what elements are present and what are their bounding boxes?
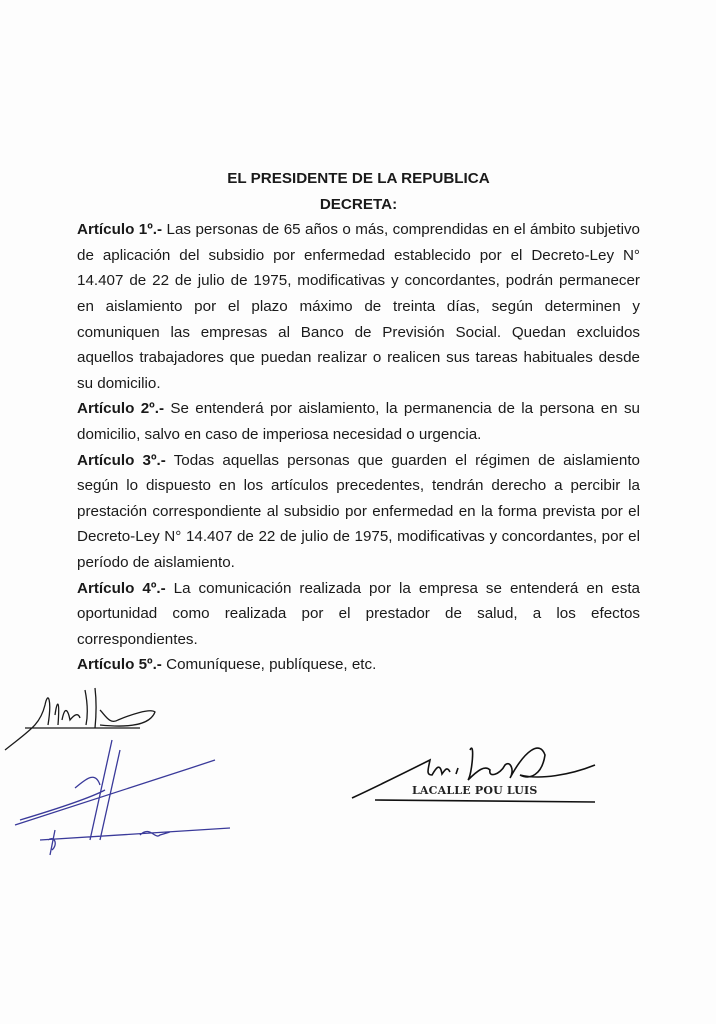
minister-signatures xyxy=(0,670,260,870)
article-3 xyxy=(77,448,640,576)
article-label: Artículo 3º.- xyxy=(77,451,166,469)
article-text: La comunicación realizada por la empresa se entenderá en esta oportunidad como realizada por el prestador de salud, a los efectos correspondientes. xyxy=(77,579,640,648)
article-label: Artículo 4º.- xyxy=(77,579,166,597)
article-4 xyxy=(77,576,640,653)
decree-issuer: EL PRESIDENTE DE LA REPUBLICA xyxy=(227,170,490,187)
article-1 xyxy=(77,217,640,396)
article-text: Todas aquellas personas que guarden el régimen de aislamiento según lo dispuesto en los artículos precedentes, tendrán derecho a percibir la prestación correspondiente al subsidio por enfermedad en la forma prevista por el Decreto-Ley N° 14.407 de 22 de julio de 1975, modificativas y concordantes, por el período de aislamiento. xyxy=(77,451,640,571)
article-label: Artículo 2º.- xyxy=(77,400,164,418)
article-text: Se entenderá por aislamiento, la permanencia de la persona en su domicilio, salvo en caso de imperiosa necesidad o urgencia. xyxy=(77,400,640,443)
article-label: Artículo 1º.- xyxy=(77,221,163,239)
president-signature xyxy=(350,730,610,820)
decree-heading: DECRETA: xyxy=(319,195,398,213)
article-text: Comuníquese, publíquese, etc. xyxy=(161,656,377,674)
article-text: Las personas de 65 años o más, comprendidas en el ámbito subjetivo de aplicación del subsidio por enfermedad establecido por el Decreto-Ley N° 14.407 de 22 de julio de 1975, modificativas y concordantes, podrán permanecer en aislamiento por el plazo máximo de treinta días, según determinen y comuniquen las empresas al Banco de Previsión Social. Quedan excluidos aquellos trabajadores que puedan realizar o realicen sus tareas habituales desde su domicilio. xyxy=(77,221,640,392)
article-2 xyxy=(77,396,640,447)
article-label: Artículo 5º.- xyxy=(77,656,162,674)
signatory-name: LACALLE POU LUIS xyxy=(412,784,538,797)
decree-body xyxy=(77,166,640,678)
